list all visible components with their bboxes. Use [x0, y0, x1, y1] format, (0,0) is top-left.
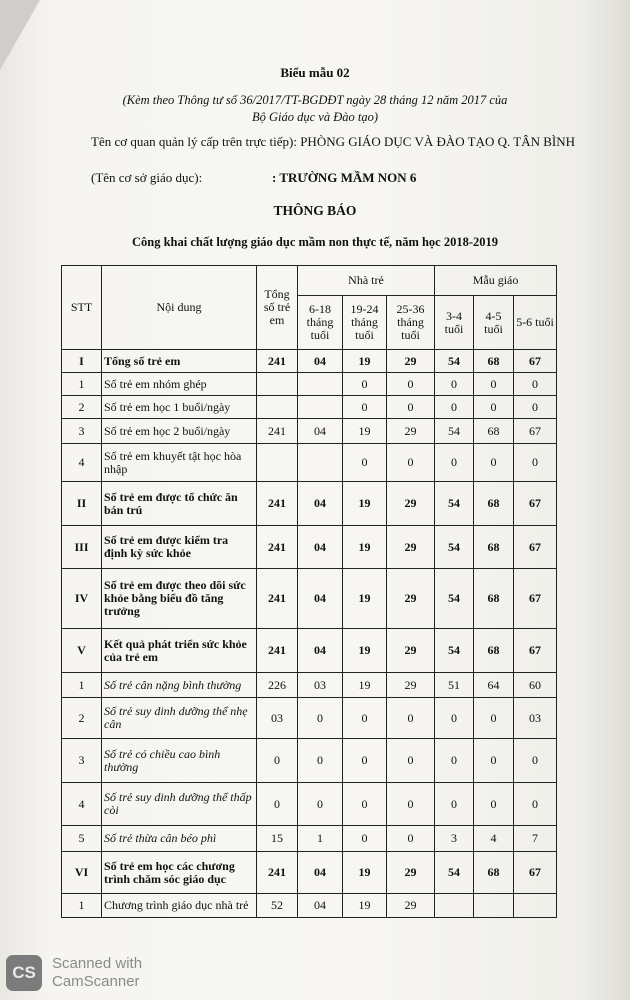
row-age-5-6: 67: [514, 350, 557, 373]
quality-table: [61, 265, 557, 918]
row-age-4-5: 68: [474, 482, 514, 526]
table-row: [62, 783, 557, 826]
table-row: [62, 396, 557, 419]
row-age-4-5: 68: [474, 526, 514, 569]
row-age-3-4: 0: [435, 698, 474, 739]
row-age-6-18: 04: [298, 526, 343, 569]
row-total: 226: [257, 673, 298, 698]
row-total: 0: [257, 739, 298, 783]
public-disclosure-title: Công khai chất lượng giáo dục mầm non thực tế, năm học 2018-2019: [131, 235, 499, 249]
table-row: [62, 673, 557, 698]
row-age-19-24: 19: [343, 894, 387, 918]
row-age-25-36: 29: [387, 350, 435, 373]
table-row: [62, 482, 557, 526]
row-age-19-24: 0: [343, 373, 387, 396]
row-age-5-6: 0: [514, 396, 557, 419]
row-label: Số trẻ thừa cân béo phì: [102, 826, 257, 852]
row-label: Số trẻ em học các chương trình chăm sóc giáo dục: [102, 852, 257, 894]
row-age-3-4: 54: [435, 569, 474, 629]
row-label: Số trẻ suy dinh dưỡng thể nhẹ cân: [102, 698, 257, 739]
attached-circular-line2: Bộ Giáo dục và Đào tạo): [251, 110, 379, 124]
row-age-5-6: [514, 894, 557, 918]
watermark-line1: Scanned with: [52, 955, 143, 972]
row-total: 241: [257, 569, 298, 629]
row-stt: 1: [62, 894, 102, 918]
row-age-6-18: 04: [298, 419, 343, 444]
row-age-5-6: 0: [514, 739, 557, 783]
row-label: Số trẻ cân nặng bình thường: [102, 673, 257, 698]
row-age-25-36: 29: [387, 569, 435, 629]
attached-circular-line1: (Kèm theo Thông tư số 36/2017/TT-BGDĐT ngày 28 tháng 12 năm 2017 của: [122, 93, 508, 107]
row-age-25-36: 29: [387, 852, 435, 894]
row-age-6-18: 04: [298, 350, 343, 373]
row-stt: VI: [62, 852, 102, 894]
row-age-5-6: 67: [514, 482, 557, 526]
header-age-4-5: 4-5 tuổi: [474, 296, 514, 350]
row-label: Số trẻ em khuyết tật học hòa nhập: [102, 444, 257, 482]
table-row: [62, 419, 557, 444]
row-age-3-4: [435, 894, 474, 918]
row-age-19-24: 0: [343, 826, 387, 852]
row-age-5-6: 0: [514, 444, 557, 482]
folded-corner: [0, 0, 40, 70]
row-age-25-36: 0: [387, 826, 435, 852]
row-age-4-5: 68: [474, 350, 514, 373]
row-age-4-5: 68: [474, 852, 514, 894]
row-age-19-24: 0: [343, 444, 387, 482]
row-age-6-18: 04: [298, 569, 343, 629]
row-age-6-18: 0: [298, 783, 343, 826]
row-age-4-5: 0: [474, 698, 514, 739]
header-age-6-18: 6-18 tháng tuổi: [298, 296, 343, 350]
row-total: 15: [257, 826, 298, 852]
row-age-19-24: 19: [343, 526, 387, 569]
row-age-6-18: 04: [298, 852, 343, 894]
school-label: (Tên cơ sở giáo dục):: [91, 170, 203, 185]
header-kindergarten: Mẫu giáo: [435, 266, 557, 296]
row-stt: III: [62, 526, 102, 569]
row-label: Số trẻ em học 1 buổi/ngày: [102, 396, 257, 419]
header-age-5-6: 5-6 tuổi: [514, 296, 557, 350]
table-row: [62, 894, 557, 918]
row-age-3-4: 54: [435, 852, 474, 894]
row-age-4-5: 4: [474, 826, 514, 852]
row-age-25-36: 29: [387, 482, 435, 526]
row-total: 52: [257, 894, 298, 918]
row-stt: 4: [62, 783, 102, 826]
row-label: Tổng số trẻ em: [102, 350, 257, 373]
row-age-4-5: 68: [474, 629, 514, 673]
table-row: [62, 373, 557, 396]
header-stt: STT: [62, 266, 102, 350]
row-total: 241: [257, 482, 298, 526]
row-age-3-4: 54: [435, 419, 474, 444]
row-total: 241: [257, 419, 298, 444]
row-age-4-5: 0: [474, 396, 514, 419]
header-content: Nội dung: [102, 266, 257, 350]
row-stt: 2: [62, 396, 102, 419]
row-age-4-5: 0: [474, 739, 514, 783]
row-age-19-24: 0: [343, 698, 387, 739]
school-name: : TRƯỜNG MẦM NON 6: [272, 170, 417, 185]
row-age-19-24: 19: [343, 852, 387, 894]
row-age-19-24: 0: [343, 739, 387, 783]
row-age-25-36: 0: [387, 739, 435, 783]
row-age-5-6: 0: [514, 373, 557, 396]
table-row: [62, 698, 557, 739]
row-age-25-36: 0: [387, 373, 435, 396]
table-row: [62, 739, 557, 783]
row-stt: 3: [62, 419, 102, 444]
row-stt: 3: [62, 739, 102, 783]
header-age-25-36: 25-36 tháng tuổi: [387, 296, 435, 350]
row-label: Số trẻ suy dinh dưỡng thể thấp còi: [102, 783, 257, 826]
row-label: Số trẻ em được tổ chức ăn bán trú: [102, 482, 257, 526]
row-age-4-5: 68: [474, 569, 514, 629]
row-age-4-5: 0: [474, 373, 514, 396]
row-age-19-24: 19: [343, 350, 387, 373]
row-stt: V: [62, 629, 102, 673]
table-row: [62, 826, 557, 852]
header-age-3-4: 3-4 tuổi: [435, 296, 474, 350]
row-total: 241: [257, 526, 298, 569]
row-age-4-5: 0: [474, 444, 514, 482]
row-label: Số trẻ có chiều cao bình thường: [102, 739, 257, 783]
row-label: Kết quả phát triển sức khỏe của trẻ em: [102, 629, 257, 673]
row-total: 03: [257, 698, 298, 739]
row-age-3-4: 3: [435, 826, 474, 852]
row-stt: 1: [62, 673, 102, 698]
row-stt: 2: [62, 698, 102, 739]
row-total: 241: [257, 350, 298, 373]
row-age-19-24: 19: [343, 482, 387, 526]
row-age-6-18: [298, 396, 343, 419]
row-age-5-6: 67: [514, 852, 557, 894]
header-nursery: Nhà trẻ: [298, 266, 435, 296]
row-age-6-18: 0: [298, 698, 343, 739]
row-stt: 1: [62, 373, 102, 396]
row-age-19-24: 19: [343, 673, 387, 698]
row-total: 241: [257, 852, 298, 894]
row-label: Số trẻ em học 2 buổi/ngày: [102, 419, 257, 444]
row-total: [257, 373, 298, 396]
row-age-25-36: 0: [387, 396, 435, 419]
row-age-6-18: [298, 373, 343, 396]
row-label: Chương trình giáo dục nhà trẻ: [102, 894, 257, 918]
row-age-6-18: 04: [298, 894, 343, 918]
row-age-3-4: 54: [435, 629, 474, 673]
row-age-3-4: 0: [435, 444, 474, 482]
row-age-4-5: 68: [474, 419, 514, 444]
row-label: Số trẻ em được kiểm tra định kỳ sức khỏe: [102, 526, 257, 569]
row-age-19-24: 19: [343, 629, 387, 673]
parent-agency: Tên cơ quan quản lý cấp trên trực tiếp): PHÒNG GIÁO DỤC VÀ ĐÀO TẠO Q. TÂN BÌNH: [91, 134, 576, 149]
row-age-25-36: 0: [387, 698, 435, 739]
row-age-6-18: 04: [298, 482, 343, 526]
table-row: [62, 852, 557, 894]
row-age-3-4: 54: [435, 482, 474, 526]
row-age-3-4: 54: [435, 350, 474, 373]
row-age-4-5: 64: [474, 673, 514, 698]
row-age-25-36: 29: [387, 526, 435, 569]
header-total: Tổng số trẻ em: [257, 266, 298, 350]
form-title: Biểu mẫu 02: [280, 65, 350, 80]
row-age-6-18: 03: [298, 673, 343, 698]
row-age-4-5: [474, 894, 514, 918]
row-total: 0: [257, 783, 298, 826]
table-row: [62, 629, 557, 673]
notice-title: THÔNG BÁO: [273, 203, 357, 218]
row-age-5-6: 67: [514, 569, 557, 629]
row-age-5-6: 7: [514, 826, 557, 852]
row-total: [257, 396, 298, 419]
row-age-3-4: 0: [435, 739, 474, 783]
row-age-25-36: 29: [387, 894, 435, 918]
table-row: [62, 444, 557, 482]
row-age-3-4: 0: [435, 783, 474, 826]
row-age-19-24: 19: [343, 569, 387, 629]
row-age-25-36: 29: [387, 629, 435, 673]
row-label: Số trẻ em được theo dõi sức khỏe bằng biểu đồ tăng trưởng: [102, 569, 257, 629]
row-stt: II: [62, 482, 102, 526]
row-stt: 5: [62, 826, 102, 852]
row-age-19-24: 0: [343, 783, 387, 826]
header-age-19-24: 19-24 tháng tuổi: [343, 296, 387, 350]
row-age-25-36: 29: [387, 419, 435, 444]
row-total: 241: [257, 629, 298, 673]
row-age-6-18: 0: [298, 739, 343, 783]
row-age-4-5: 0: [474, 783, 514, 826]
table-row: [62, 569, 557, 629]
camscanner-logo-icon: CS: [6, 955, 42, 991]
row-age-5-6: 67: [514, 419, 557, 444]
row-age-25-36: 0: [387, 783, 435, 826]
row-age-3-4: 51: [435, 673, 474, 698]
row-total: [257, 444, 298, 482]
row-age-19-24: 19: [343, 419, 387, 444]
row-stt: IV: [62, 569, 102, 629]
row-age-6-18: 1: [298, 826, 343, 852]
row-age-6-18: [298, 444, 343, 482]
row-age-5-6: 67: [514, 526, 557, 569]
row-age-5-6: 60: [514, 673, 557, 698]
row-age-3-4: 0: [435, 396, 474, 419]
row-stt: I: [62, 350, 102, 373]
row-stt: 4: [62, 444, 102, 482]
row-age-6-18: 04: [298, 629, 343, 673]
row-age-5-6: 67: [514, 629, 557, 673]
row-age-25-36: 29: [387, 673, 435, 698]
table-row: [62, 526, 557, 569]
row-age-3-4: 0: [435, 373, 474, 396]
table-row: [62, 350, 557, 373]
row-age-5-6: 0: [514, 783, 557, 826]
row-age-3-4: 54: [435, 526, 474, 569]
row-age-19-24: 0: [343, 396, 387, 419]
row-age-25-36: 0: [387, 444, 435, 482]
row-age-5-6: 03: [514, 698, 557, 739]
row-label: Số trẻ em nhóm ghép: [102, 373, 257, 396]
watermark-line2: CamScanner: [52, 973, 140, 990]
